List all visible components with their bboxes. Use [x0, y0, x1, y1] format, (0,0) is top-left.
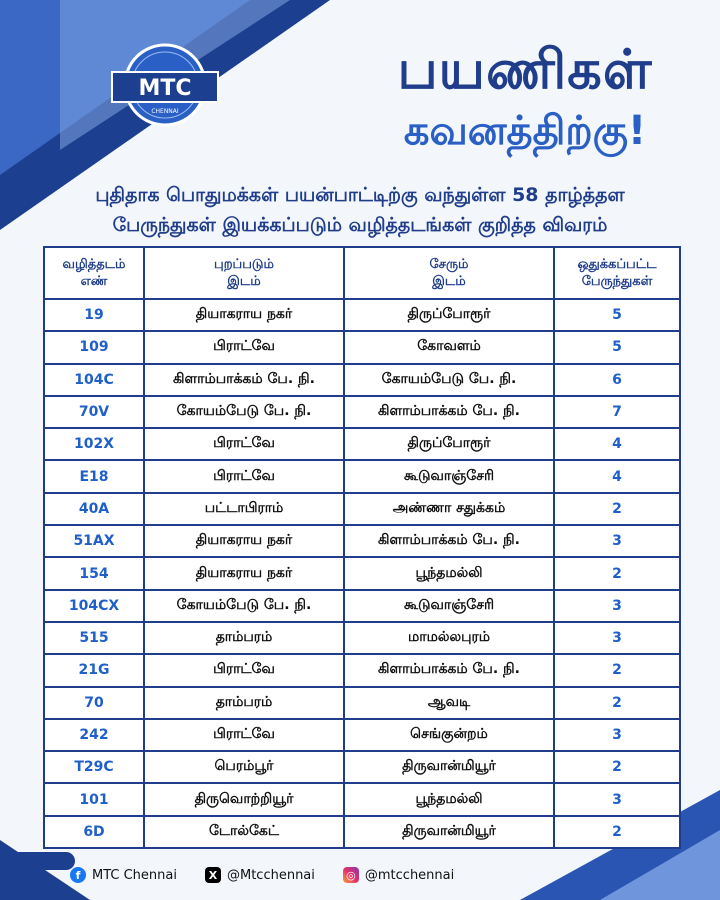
- destination: கோயம்பேடு பே. நி.: [344, 364, 554, 396]
- column-header: [344, 247, 554, 299]
- destination: பூந்தமல்லி: [344, 557, 554, 589]
- bus-count: 3: [554, 783, 680, 815]
- table-row: [44, 557, 680, 589]
- destination: மாமல்லபுரம்: [344, 622, 554, 654]
- destination: கிளாம்பாக்கம் பே. நி.: [344, 654, 554, 686]
- bus-count: 2: [554, 687, 680, 719]
- logo-subtext: CHENNAI: [151, 108, 179, 115]
- destination: பூந்தமல்லி: [344, 783, 554, 815]
- destination: திருப்போரூர்: [344, 428, 554, 460]
- social-footer: [70, 864, 454, 886]
- origin: பிராட்வே: [144, 331, 344, 363]
- destination: கூடுவாஞ்சேரி: [344, 590, 554, 622]
- table-row: [44, 428, 680, 460]
- subtitle-line: பேருந்துகள் இயக்கப்படும் வழித்தடங்கள் குறித்த விவரம்: [112, 214, 608, 236]
- x-link[interactable]: [205, 867, 315, 883]
- table-row: [44, 396, 680, 428]
- bus-count: 3: [554, 719, 680, 751]
- bus-count: 7: [554, 396, 680, 428]
- instagram-handle: @mtcchennai: [364, 867, 455, 883]
- destination: கிளாம்பாக்கம் பே. நி.: [344, 396, 554, 428]
- route-number: E18: [44, 460, 144, 492]
- table-row: [44, 590, 680, 622]
- column-header-line: புறப்படும்: [214, 257, 274, 272]
- column-header: [554, 247, 680, 299]
- route-number: 70V: [44, 396, 144, 428]
- bus-count: 3: [554, 525, 680, 557]
- route-number: 154: [44, 557, 144, 589]
- subtitle-line: புதிதாக பொதுமக்கள் பயன்பாட்டிற்கு வந்துள்ள 58 தாழ்த்தள: [95, 184, 625, 206]
- column-header-line: பேருந்துகள்: [581, 274, 653, 289]
- table-row: [44, 719, 680, 751]
- route-number: 6D: [44, 816, 144, 848]
- route-number: 40A: [44, 493, 144, 525]
- origin: தியாகராய நகர்: [144, 299, 344, 331]
- column-header-line: இடம்: [227, 274, 261, 289]
- origin: கோயம்பேடு பே. நி.: [144, 396, 344, 428]
- bus-count: 5: [554, 299, 680, 331]
- origin: டோல்கேட்: [144, 816, 344, 848]
- origin: பட்டாபிராம்: [144, 493, 344, 525]
- column-header-line: சேரும்: [429, 257, 469, 272]
- table-row: [44, 364, 680, 396]
- facebook-icon: f: [70, 867, 86, 883]
- route-number: 101: [44, 783, 144, 815]
- bus-count: 2: [554, 816, 680, 848]
- origin: பிராட்வே: [144, 428, 344, 460]
- route-number: 51AX: [44, 525, 144, 557]
- route-number: 70: [44, 687, 144, 719]
- bus-count: 5: [554, 331, 680, 363]
- bus-count: 3: [554, 590, 680, 622]
- subtitle: [55, 180, 665, 240]
- instagram-icon: ◎: [343, 867, 359, 883]
- table-row: [44, 525, 680, 557]
- table-row: [44, 493, 680, 525]
- destination: கூடுவாஞ்சேரி: [344, 460, 554, 492]
- column-header: [44, 247, 144, 299]
- table-row: [44, 783, 680, 815]
- bus-count: 2: [554, 493, 680, 525]
- bus-count: 6: [554, 364, 680, 396]
- table-row: [44, 687, 680, 719]
- table-row: [44, 331, 680, 363]
- column-header-line: எண்: [80, 274, 108, 289]
- origin: தியாகராய நகர்: [144, 525, 344, 557]
- route-number: 109: [44, 331, 144, 363]
- facebook-link[interactable]: [70, 867, 177, 883]
- page-title-secondary: கவனத்திற்கு!: [403, 108, 647, 154]
- route-number: 104C: [44, 364, 144, 396]
- bus-count: 3: [554, 622, 680, 654]
- route-number: 21G: [44, 654, 144, 686]
- route-number: 515: [44, 622, 144, 654]
- facebook-handle: MTC Chennai: [92, 867, 177, 883]
- table-row: [44, 460, 680, 492]
- table-row: [44, 816, 680, 848]
- destination: செங்குன்றம்: [344, 719, 554, 751]
- destination: திருவான்மியூர்: [344, 751, 554, 783]
- x-handle: @Mtcchennai: [226, 867, 315, 883]
- bus-count: 2: [554, 654, 680, 686]
- origin: பிராட்வே: [144, 460, 344, 492]
- origin: திருவொற்றியூர்: [144, 783, 344, 815]
- destination: திருப்போரூர்: [344, 299, 554, 331]
- origin: கிளாம்பாக்கம் பே. நி.: [144, 364, 344, 396]
- bus-count: 2: [554, 557, 680, 589]
- table-row: [44, 751, 680, 783]
- route-number: T29C: [44, 751, 144, 783]
- route-number: 242: [44, 719, 144, 751]
- route-number: 19: [44, 299, 144, 331]
- column-header-line: ஒதுக்கப்பட்ட: [577, 257, 657, 272]
- column-header: [144, 247, 344, 299]
- bg-decoration-pill: [0, 852, 75, 870]
- origin: கோயம்பேடு பே. நி.: [144, 590, 344, 622]
- origin: பிராட்வே: [144, 719, 344, 751]
- origin: தாம்பரம்: [144, 622, 344, 654]
- instagram-link[interactable]: [343, 867, 454, 883]
- bus-count: 4: [554, 428, 680, 460]
- table-body: [44, 299, 680, 848]
- destination: அண்ணா சதுக்கம்: [344, 493, 554, 525]
- route-number: 104CX: [44, 590, 144, 622]
- routes-table: [43, 246, 681, 849]
- logo-text: MTC: [138, 76, 192, 101]
- route-number: 102X: [44, 428, 144, 460]
- origin: பிராட்வே: [144, 654, 344, 686]
- table-header-row: [44, 247, 680, 299]
- mtc-logo: [110, 40, 220, 135]
- origin: தியாகராய நகர்: [144, 557, 344, 589]
- column-header-line: இடம்: [432, 274, 466, 289]
- bus-count: 2: [554, 751, 680, 783]
- destination: கிளாம்பாக்கம் பே. நி.: [344, 525, 554, 557]
- page-title: பயணிகள்: [397, 38, 653, 101]
- origin: பெரம்பூர்: [144, 751, 344, 783]
- destination: திருவான்மியூர்: [344, 816, 554, 848]
- destination: கோவளம்: [344, 331, 554, 363]
- column-header-line: வழித்தடம்: [62, 257, 126, 272]
- x-icon: X: [205, 867, 221, 883]
- table-row: [44, 299, 680, 331]
- bus-count: 4: [554, 460, 680, 492]
- destination: ஆவடி: [344, 687, 554, 719]
- table-row: [44, 654, 680, 686]
- origin: தாம்பரம்: [144, 687, 344, 719]
- table-row: [44, 622, 680, 654]
